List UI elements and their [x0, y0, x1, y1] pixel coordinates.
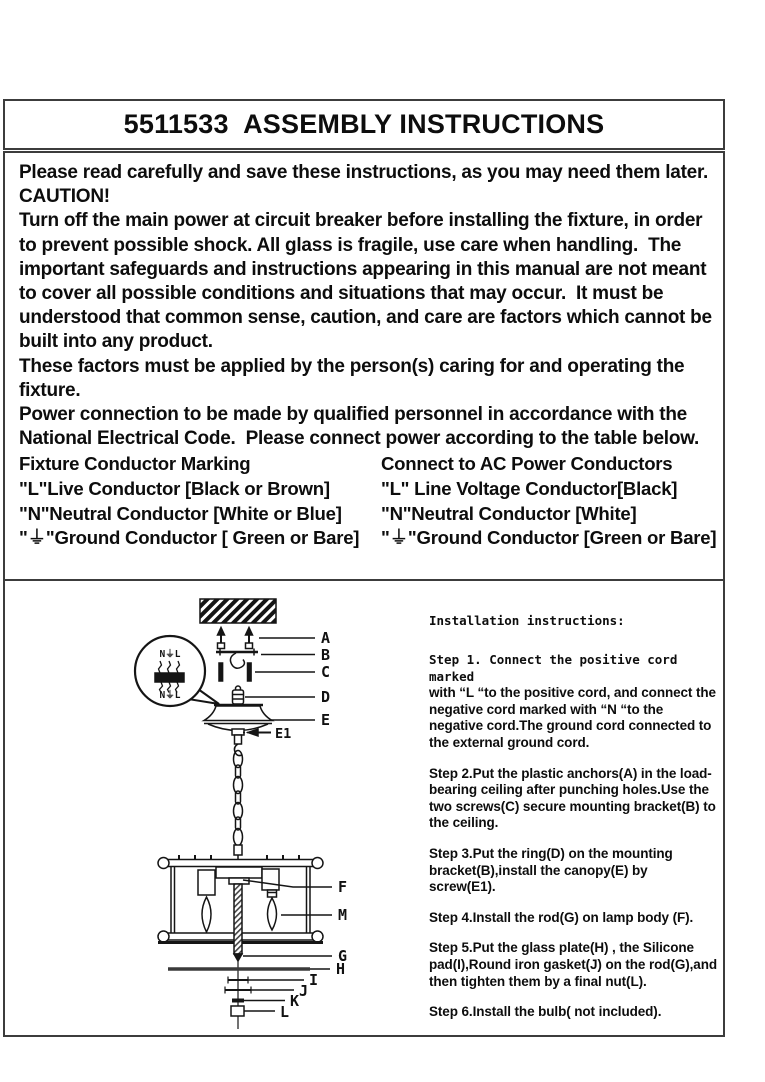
label-b: B: [321, 646, 331, 664]
step-text-mono: Step 1. Connect the positive cord marked: [429, 652, 678, 684]
anchors-a-icon: [218, 628, 253, 649]
label-c: C: [321, 663, 331, 681]
label-l: L: [280, 1003, 290, 1021]
notice-paragraph: Turn off the main power at circuit breaker before installing the fixture, in order to prevent possible shock. All glass is fragile, use care when handling. The important safeguards and instructions appearing in this manual are not meant to cover all possible conditions and situations that may occur. It must be understood that common sense, caution, and care are factors which cannot be built into any product.: [19, 210, 717, 353]
install-heading: Installation instructions:: [429, 613, 625, 628]
label-e1: E1: [275, 726, 292, 742]
svg-text:N⏚L: N⏚L: [159, 649, 181, 660]
table-row: [19, 502, 717, 527]
screws-c-icon: [219, 663, 251, 681]
label-e: E: [321, 711, 331, 729]
label-f: F: [338, 878, 348, 896]
table-cell-ac: Connect to AC Power Conductors: [381, 453, 673, 475]
chain-icon: [234, 744, 243, 871]
notice-paragraph: These factors must be applied by the person(s) caring for and operating the fixture.: [19, 355, 690, 401]
assembly-section: [5, 581, 723, 1031]
table-row: [19, 526, 717, 551]
safety-notice: [5, 153, 723, 581]
ring-d-icon: [233, 686, 244, 704]
content-box: [3, 151, 725, 1037]
table-cell-fixture: "⏚"Ground Conductor [ Green or Bare]: [19, 527, 360, 549]
notice-paragraph: Power connection to be made by qualified personnel in accordance with the National Electrical Code. Please connect power according to the table below.: [19, 404, 700, 450]
label-m: M: [338, 906, 348, 924]
table-row: [19, 477, 717, 502]
table-cell-fixture: "N"Neutral Conductor [White or Blue]: [19, 502, 342, 524]
step-text: with “L “to the positive cord, and connect the negative cord marked with “N “to the negative cord.The ground cord connected to the external ground cord.: [429, 685, 716, 750]
table-cell-ac: "L" Line Voltage Conductor[Black]: [381, 478, 678, 500]
svg-text:N⏚L: N⏚L: [159, 690, 181, 701]
wiring-bubble-icon: [135, 636, 219, 706]
install-step-2: Step 2.Put the plastic anchors(A) in the load-bearing ceiling after punching holes.Use the two screws(C) secure mounting bracket(B) to the ceiling.: [429, 765, 716, 831]
table-cell-ac: "⏚"Ground Conductor [Green or Bare]: [381, 527, 717, 549]
installation-instructions: [429, 581, 717, 1031]
install-step-1: [429, 652, 717, 752]
install-step-5: Step 5.Put the glass plate(H) , the Silicone pad(I),Round iron gasket(J) on the rod(G),and then tighten them by a final nut(L).: [429, 940, 717, 989]
label-a: A: [321, 629, 331, 647]
table-cell-fixture: Fixture Conductor Marking: [19, 453, 251, 475]
conductor-table: [19, 452, 717, 550]
nut-l-icon: [231, 1006, 244, 1016]
label-i: I: [309, 971, 319, 989]
install-step-4: Step 4.Install the rod(G) on lamp body (F).: [429, 909, 694, 925]
label-g: G: [338, 947, 348, 965]
page-title: 5511533 ASSEMBLY INSTRUCTIONS: [123, 109, 605, 139]
assembly-diagram: [5, 581, 429, 1031]
table-cell-ac: "N"Neutral Conductor [White]: [381, 502, 637, 524]
ceiling-hatch-icon: [200, 599, 276, 623]
label-j: J: [299, 982, 309, 1000]
table-cell-fixture: "L"Live Conductor [Black or Brown]: [19, 478, 330, 500]
label-h: H: [336, 960, 346, 978]
install-step-6: Step 6.Install the bulb( not included).: [429, 1004, 662, 1020]
notice-paragraph: Please read carefully and save these instructions, as you may need them later. CAUTION!: [19, 162, 714, 208]
table-row: [19, 452, 717, 477]
diagram-wrap: [5, 581, 429, 1031]
canopy-e-icon: [204, 705, 272, 744]
install-step-3: Step 3.Put the ring(D) on the mounting bracket(B),install the canopy(E) by screw(E1).: [429, 845, 673, 895]
title-box: [3, 99, 725, 150]
label-k: K: [290, 992, 300, 1010]
label-d: D: [321, 688, 331, 706]
